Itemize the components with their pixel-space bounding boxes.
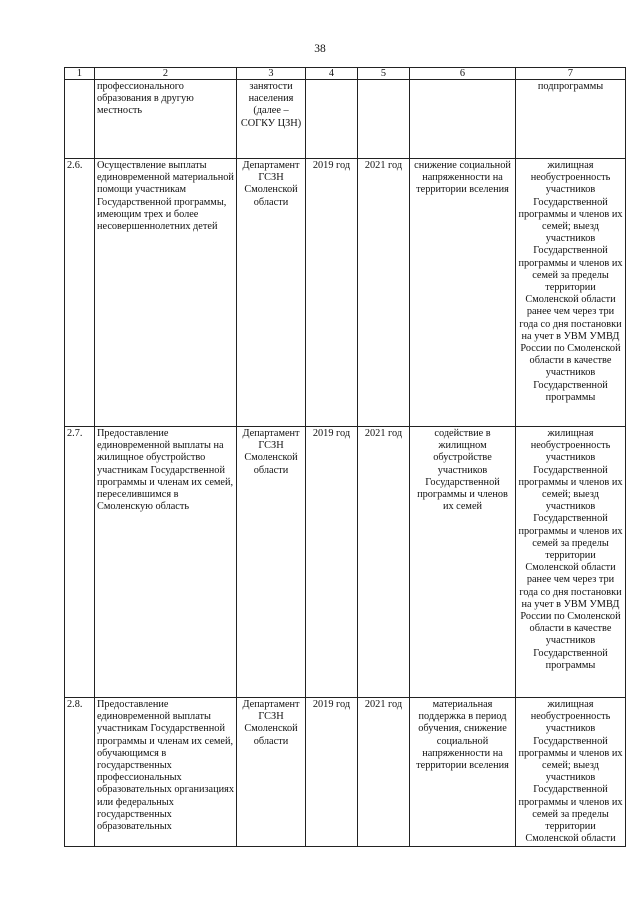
table-row xyxy=(65,698,626,847)
item-number xyxy=(65,80,95,159)
executor: занятости населения (далее – СОГКУ ЦЗН) xyxy=(237,80,306,159)
measure-name: Осуществление выплаты единовременной материальной помощи участникам Государственной программы, имеющим трех и более несовершеннолетних детей xyxy=(95,159,237,427)
table-row xyxy=(65,80,626,159)
item-number: 2.8. xyxy=(65,698,95,847)
column-header: 5 xyxy=(358,68,410,80)
table-header-row xyxy=(65,68,626,80)
column-header: 1 xyxy=(65,68,95,80)
item-number: 2.7. xyxy=(65,427,95,698)
column-header: 6 xyxy=(410,68,516,80)
executor: Департамент ГСЗН Смоленской области xyxy=(237,698,306,847)
measure-name: профессионального образования в другую местность xyxy=(95,80,237,159)
executor: Департамент ГСЗН Смоленской области xyxy=(237,427,306,698)
expected-result: снижение социальной напряженности на территории вселения xyxy=(410,159,516,427)
expected-result: материальная поддержка в период обучения, снижение социальной напряженности на территории вселения xyxy=(410,698,516,847)
page-number: 38 xyxy=(314,43,326,55)
expected-result xyxy=(410,80,516,159)
start-year: 2019 год xyxy=(306,698,358,847)
table-row xyxy=(65,159,626,427)
measures-table xyxy=(64,67,626,847)
expected-result: содействие в жилищном обустройстве участников Государственной программы и членов их семей xyxy=(410,427,516,698)
end-year: 2021 год xyxy=(358,159,410,427)
measure-name: Предоставление единовременной выплаты участникам Государственной программы и членам их семей, обучающимся в государственных профессиональных образовательных организациях или федеральных государственных образовательных xyxy=(95,698,237,847)
column-header: 7 xyxy=(516,68,626,80)
column-header: 2 xyxy=(95,68,237,80)
item-number: 2.6. xyxy=(65,159,95,427)
start-year: 2019 год xyxy=(306,159,358,427)
start-year xyxy=(306,80,358,159)
executor: Департамент ГСЗН Смоленской области xyxy=(237,159,306,427)
risk-description: жилищная необустроенность участников Государственной программы и членов их семей; выезд участников Государственной программы и членов их семей за пределы территории Смоленской области xyxy=(516,698,626,847)
end-year: 2021 год xyxy=(358,427,410,698)
column-header: 3 xyxy=(237,68,306,80)
measure-name: Предоставление единовременной выплаты на жилищное обустройство участникам Государственной программы и членам их семей, переселившимся в Смоленскую область xyxy=(95,427,237,698)
start-year: 2019 год xyxy=(306,427,358,698)
risk-description: жилищная необустроенность участников Государственной программы и членов их семей; выезд участников Государственной программы и членов их семей за пределы территории Смоленской области ранее чем через три года со дня постановки на учет в УВМ УМВД России по Смоленской области в качестве участников Государственной программы xyxy=(516,427,626,698)
end-year: 2021 год xyxy=(358,698,410,847)
risk-description: жилищная необустроенность участников Государственной программы и членов их семей; выезд участников Государственной программы и членов их семей за пределы территории Смоленской области ранее чем через три года со дня постановки на учет в УВМ УМВД России по Смоленской области в качестве участников Государственной программы xyxy=(516,159,626,427)
risk-description: подпрограммы xyxy=(516,80,626,159)
table-row xyxy=(65,427,626,698)
end-year xyxy=(358,80,410,159)
column-header: 4 xyxy=(306,68,358,80)
